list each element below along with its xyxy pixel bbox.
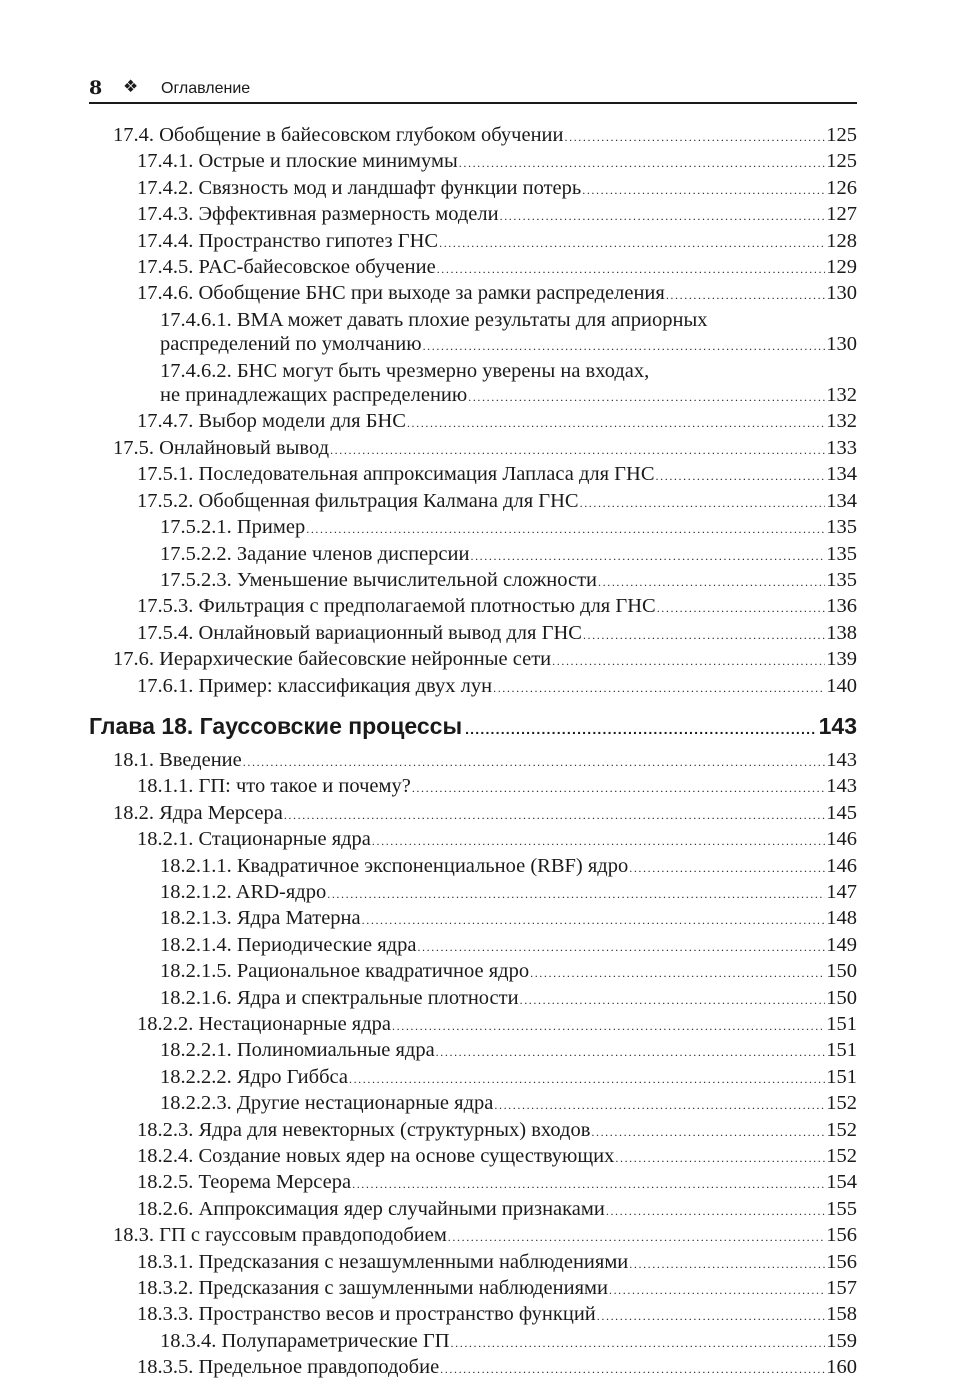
page-ref: 152 xyxy=(826,1145,857,1168)
section-title: Обобщенная фильтрация Калмана для ГНС xyxy=(198,489,579,512)
section-number: 18.2.2.3. xyxy=(160,1092,232,1115)
toc-entry-wrapped-line1[interactable] xyxy=(89,359,857,383)
section-number: 18.3.4. xyxy=(160,1329,217,1352)
dot-leader xyxy=(439,231,825,255)
toc-entry[interactable] xyxy=(89,594,857,620)
page-ref: 139 xyxy=(826,648,857,671)
toc-entry-title xyxy=(160,933,416,957)
dot-leader xyxy=(470,544,825,568)
section-number: 17.4.1. xyxy=(137,150,194,173)
section-number: 17.4.7. xyxy=(137,410,194,433)
dot-leader xyxy=(500,204,826,228)
toc-entry[interactable] xyxy=(89,854,857,880)
page-ref: 152 xyxy=(826,1092,857,1115)
section-title: Обобщение в байесовском глубоком обучении xyxy=(159,124,564,146)
toc-entry[interactable] xyxy=(89,1038,857,1064)
section-title: Эффективная размерность модели xyxy=(198,203,499,226)
page-ref: 159 xyxy=(826,1329,857,1352)
page-ref: 143 xyxy=(826,775,857,798)
section-number: 18.2.6. xyxy=(137,1197,194,1220)
toc-entry[interactable] xyxy=(89,409,857,435)
section-number: 18.2.1.6. xyxy=(160,986,232,1009)
toc-entry[interactable] xyxy=(89,674,857,700)
toc-entry-title xyxy=(160,880,326,904)
section-title: Пространство весов и пространство функций xyxy=(198,1303,596,1326)
dot-leader xyxy=(493,676,825,700)
page-ref: 136 xyxy=(826,595,857,618)
toc-entry[interactable] xyxy=(89,462,857,488)
dot-leader xyxy=(306,517,825,541)
dot-leader xyxy=(582,178,825,202)
dot-leader xyxy=(372,829,825,853)
dot-leader xyxy=(629,1252,825,1276)
dot-leader xyxy=(520,988,826,1012)
toc-entry[interactable] xyxy=(89,202,857,228)
toc-entry-title xyxy=(137,594,656,618)
section-number: 18.1.1. xyxy=(137,775,194,798)
toc-entry[interactable] xyxy=(89,568,857,594)
section-number: 18.2.2.2. xyxy=(160,1065,232,1088)
section-title: Онлайновый вариационный вывод для ГНС xyxy=(198,621,582,644)
toc-entry[interactable] xyxy=(89,933,857,959)
dot-leader xyxy=(657,596,826,620)
toc-entry-title xyxy=(137,255,436,279)
page-ref: 150 xyxy=(826,960,857,983)
section-number: 18.3.2. xyxy=(137,1277,194,1300)
section-title: Ядра Матерна xyxy=(236,907,361,930)
toc-entry-title xyxy=(137,674,492,698)
toc-entry-title xyxy=(137,1012,391,1036)
page-ref: 129 xyxy=(826,256,857,279)
page-ref: 155 xyxy=(826,1197,857,1220)
toc-entry[interactable] xyxy=(89,774,857,800)
chapter-heading[interactable] xyxy=(89,711,857,744)
page-ref: 146 xyxy=(826,828,857,851)
section-title: Задание членов дисперсии xyxy=(236,542,470,565)
section-title: Выбор модели для БНС xyxy=(198,410,406,433)
section-number: 18.2.1.5. xyxy=(160,960,232,983)
toc-entry[interactable] xyxy=(89,255,857,281)
section-number: 18.3. xyxy=(113,1224,154,1247)
section-number: 18.2.1.3. xyxy=(160,907,232,930)
section-title: Теорема Мерсера xyxy=(198,1171,352,1194)
toc-entry-title xyxy=(137,462,655,486)
toc-entry-title xyxy=(160,906,361,930)
dot-leader xyxy=(352,1172,825,1196)
section-number: 18.2.5. xyxy=(137,1171,194,1194)
section-number: 18.2.1.4. xyxy=(160,933,232,956)
table-of-contents xyxy=(89,123,857,1382)
section-title: Пространство гипотез ГНС xyxy=(198,229,439,252)
dot-leader xyxy=(591,1120,825,1144)
dot-leader xyxy=(465,714,816,744)
section-title: Полупараметрические ГП xyxy=(221,1329,450,1352)
toc-entry[interactable] xyxy=(89,1091,857,1117)
toc-entry-title xyxy=(137,489,579,513)
dot-leader xyxy=(327,882,825,906)
section-title: Связность мод и ландшафт функции потерь xyxy=(198,176,582,199)
section-title: Предсказания с зашумленными наблюдениями xyxy=(198,1277,608,1300)
page-ref: 127 xyxy=(826,203,857,226)
dot-leader xyxy=(412,776,825,800)
toc-entry[interactable] xyxy=(89,748,857,774)
toc-entry-title xyxy=(137,774,411,798)
toc-entry-title xyxy=(113,801,283,825)
section-title: ГП с гауссовым правдоподобием xyxy=(159,1224,447,1247)
toc-entry-title xyxy=(137,202,499,226)
toc-entry[interactable] xyxy=(89,281,857,307)
page-ref: 133 xyxy=(826,436,857,459)
page-ref: 156 xyxy=(826,1224,857,1247)
section-number: 17.6. xyxy=(113,648,154,671)
section-number: 17.4.6.2. xyxy=(160,359,232,382)
toc-entry[interactable] xyxy=(89,1355,857,1381)
toc-entry-wrapped-line2[interactable] xyxy=(89,332,857,358)
toc-entry-title xyxy=(137,1302,596,1326)
section-title: Аппроксимация ядер случайными признаками xyxy=(198,1197,605,1220)
section-title: Периодические ядра xyxy=(236,933,417,956)
section-number: 17.6.1. xyxy=(137,674,194,697)
section-title: PAC-байесовское обучение xyxy=(198,256,436,279)
page-ref: 135 xyxy=(826,516,857,539)
section-number: 18.1. xyxy=(113,748,154,771)
section-title: Онлайновый вывод xyxy=(159,436,330,459)
section-title: Пример xyxy=(236,516,306,539)
section-title: Рациональное квадратичное ядро xyxy=(236,960,530,983)
toc-entry[interactable] xyxy=(89,1329,857,1355)
dot-leader xyxy=(284,803,825,827)
section-title: ГП: что такое и почему? xyxy=(198,775,411,798)
section-number: 17.5.2.3. xyxy=(160,568,232,591)
page-ref: 151 xyxy=(826,1013,857,1035)
toc-entry[interactable] xyxy=(89,647,857,673)
section-title: Квадратичное экспоненциальное (RBF) ядро xyxy=(236,854,629,877)
section-number: 17.5.2.1. xyxy=(160,516,232,539)
page-ref: 151 xyxy=(826,1039,857,1062)
page-ref: 130 xyxy=(826,333,857,356)
section-number: 17.5.2. xyxy=(137,489,194,512)
page-ref: 125 xyxy=(826,124,857,146)
section-number: 17.4.4. xyxy=(137,229,194,252)
toc-entry[interactable] xyxy=(89,176,857,202)
toc-entry-title xyxy=(137,1144,614,1168)
toc-entry[interactable] xyxy=(89,436,857,462)
page-ref: 157 xyxy=(826,1277,857,1300)
page-ref: 150 xyxy=(826,986,857,1009)
page-ref: 135 xyxy=(826,542,857,565)
section-title: Иерархические байесовские нейронные сети xyxy=(159,648,552,671)
dot-leader xyxy=(330,438,825,462)
section-number: 18.3.5. xyxy=(137,1356,194,1379)
section-number: 18.2.2. xyxy=(137,1013,194,1035)
page-ref: 146 xyxy=(826,854,857,877)
page-number: 8 xyxy=(89,77,103,99)
section-title-continued: распределений по умолчанию xyxy=(160,333,422,356)
dot-leader xyxy=(459,151,825,175)
toc-entry-title xyxy=(113,748,242,772)
toc-entry-title xyxy=(160,1038,435,1062)
section-number: 17.5. xyxy=(113,436,154,459)
toc-entry[interactable] xyxy=(89,515,857,541)
toc-entry[interactable] xyxy=(89,489,857,515)
toc-entry[interactable] xyxy=(89,1012,857,1038)
page-ref: 134 xyxy=(826,463,857,486)
toc-entry[interactable] xyxy=(89,986,857,1012)
page-ref: 158 xyxy=(826,1303,857,1326)
dot-leader xyxy=(437,257,826,281)
toc-entry[interactable] xyxy=(89,1144,857,1170)
section-title: Последовательная аппроксимация Лапласа для ГНС xyxy=(198,463,655,486)
page-ref: 132 xyxy=(826,384,857,407)
page-ref: 154 xyxy=(826,1171,857,1194)
section-title: Ядра для невекторных (структурных) входов xyxy=(198,1118,591,1141)
toc-entry-title xyxy=(160,986,519,1010)
toc-entry[interactable] xyxy=(89,1302,857,1328)
section-title: Предсказания с незашумленными наблюдениями xyxy=(198,1250,629,1273)
toc-entry-title xyxy=(137,1118,590,1142)
running-title: Оглавление xyxy=(161,80,251,97)
dot-leader xyxy=(598,570,825,594)
dot-leader xyxy=(583,623,825,647)
section-title: Обобщение БНС при выходе за рамки распределения xyxy=(198,282,665,305)
section-title: Введение xyxy=(159,748,242,771)
page-ref: 138 xyxy=(826,621,857,644)
toc-entry-title xyxy=(113,647,551,671)
section-number: 18.2. xyxy=(113,801,154,824)
section-number: 18.2.3. xyxy=(137,1118,194,1141)
toc-entry-title xyxy=(160,959,529,983)
toc-entry[interactable] xyxy=(89,1223,857,1249)
toc-entry-wrapped-line2[interactable] xyxy=(89,383,857,409)
toc-entry[interactable] xyxy=(89,1250,857,1276)
ornament-icon: ❖ xyxy=(123,77,139,96)
section-number: 17.4.6. xyxy=(137,282,194,305)
dot-leader xyxy=(656,464,826,488)
toc-entry-title xyxy=(113,123,564,147)
section-title-continued: не принадлежащих распределению xyxy=(160,384,468,407)
toc-entry[interactable] xyxy=(89,1118,857,1144)
section-number: 17.4.2. xyxy=(137,176,194,199)
page-ref: 152 xyxy=(826,1118,857,1141)
toc-entry-title xyxy=(137,1355,439,1379)
chapter-title: Глава 18. Гауссовские процессы xyxy=(89,712,463,739)
toc-entry-title xyxy=(137,176,581,200)
toc-entry-title xyxy=(113,436,329,460)
toc-entry-title xyxy=(160,568,597,592)
dot-leader xyxy=(494,1093,825,1117)
section-number: 18.2.1.1. xyxy=(160,854,232,877)
toc-entry[interactable] xyxy=(89,123,857,149)
toc-entry[interactable] xyxy=(89,880,857,906)
toc-entry-title xyxy=(137,1276,608,1300)
page-ref: 148 xyxy=(826,907,857,930)
toc-entry[interactable] xyxy=(89,542,857,568)
section-number: 18.3.1. xyxy=(137,1250,194,1273)
section-number: 18.2.2.1. xyxy=(160,1039,232,1062)
page-ref: 126 xyxy=(826,176,857,199)
page-ref: 143 xyxy=(818,712,857,739)
dot-leader xyxy=(565,125,826,149)
page-ref: 151 xyxy=(826,1065,857,1088)
toc-entry-title xyxy=(160,515,305,539)
dot-leader xyxy=(440,1357,825,1381)
section-title: Стационарные ядра xyxy=(198,828,371,851)
toc-entry-title xyxy=(137,1170,351,1194)
dot-leader xyxy=(417,935,825,959)
page-ref: 132 xyxy=(826,410,857,433)
dot-leader xyxy=(436,1040,826,1064)
dot-leader xyxy=(666,283,825,307)
section-number: 17.4. xyxy=(113,124,154,146)
section-title: Другие нестационарные ядра xyxy=(236,1092,494,1115)
dot-leader xyxy=(629,856,825,880)
toc-entry[interactable] xyxy=(89,959,857,985)
toc-entry-title xyxy=(137,827,371,851)
section-number: 17.5.3. xyxy=(137,595,194,618)
section-title: Нестационарные ядра xyxy=(198,1013,392,1035)
section-title: Создание новых ядер на основе существующих xyxy=(198,1145,615,1168)
toc-entry-title xyxy=(137,1197,605,1221)
dot-leader xyxy=(423,334,826,358)
section-title: Фильтрация с предполагаемой плотностью для ГНС xyxy=(198,595,656,618)
dot-leader xyxy=(392,1014,825,1038)
toc-entry[interactable] xyxy=(89,906,857,932)
toc-entry-title xyxy=(137,1250,628,1274)
section-title: Пример: классификация двух лун xyxy=(198,674,493,697)
page-ref: 145 xyxy=(826,801,857,824)
section-number: 17.5.2.2. xyxy=(160,542,232,565)
toc-entry[interactable] xyxy=(89,621,857,647)
toc-entry[interactable] xyxy=(89,827,857,853)
toc-entry[interactable] xyxy=(89,801,857,827)
dot-leader xyxy=(552,649,825,673)
dot-leader xyxy=(448,1225,825,1249)
dot-leader xyxy=(609,1278,825,1302)
section-title: БНС могут быть чрезмерно уверены на входах, xyxy=(236,359,650,382)
toc-entry-title xyxy=(137,409,406,433)
toc-entry[interactable] xyxy=(89,1276,857,1302)
dot-leader xyxy=(580,491,826,515)
page-ref: 135 xyxy=(826,568,857,591)
dot-leader xyxy=(407,411,825,435)
toc-entry-wrapped-line1[interactable] xyxy=(89,308,857,332)
dot-leader xyxy=(243,750,825,774)
toc-entry-title xyxy=(160,542,469,566)
section-number: 17.4.6.1. xyxy=(160,308,232,331)
section-number: 17.5.1. xyxy=(137,463,194,486)
dot-leader xyxy=(615,1146,825,1170)
section-title: Ядро Гиббса xyxy=(236,1065,348,1088)
section-title: Ядра и спектральные плотности xyxy=(236,986,519,1009)
running-header xyxy=(89,76,857,104)
toc-entry-title xyxy=(160,854,628,878)
section-number: 17.4.5. xyxy=(137,256,194,279)
page-ref: 147 xyxy=(826,880,857,903)
page-ref: 149 xyxy=(826,933,857,956)
dot-leader xyxy=(468,385,825,409)
section-number: 17.5.4. xyxy=(137,621,194,644)
toc-entry-title xyxy=(160,1091,493,1115)
toc-entry[interactable] xyxy=(89,229,857,255)
section-title: ARD-ядро xyxy=(235,880,327,903)
section-number: 18.2.1. xyxy=(137,828,194,851)
dot-leader xyxy=(349,1067,825,1091)
toc-entry[interactable] xyxy=(89,149,857,175)
toc-entry-title xyxy=(160,1065,348,1089)
section-title: Ядра Мерсера xyxy=(159,801,283,824)
page-ref: 130 xyxy=(826,282,857,305)
toc-entry-title xyxy=(137,621,582,645)
toc-entry[interactable] xyxy=(89,1197,857,1223)
section-number: 18.3.3. xyxy=(137,1303,194,1326)
dot-leader xyxy=(530,961,825,985)
toc-entry-title xyxy=(113,1223,447,1247)
page-ref: 143 xyxy=(826,748,857,771)
toc-entry[interactable] xyxy=(89,1065,857,1091)
dot-leader xyxy=(362,908,826,932)
toc-entry-title xyxy=(137,149,458,173)
page-ref: 160 xyxy=(826,1356,857,1379)
section-number: 18.2.4. xyxy=(137,1145,194,1168)
page-ref: 125 xyxy=(826,150,857,173)
dot-leader xyxy=(597,1304,825,1328)
toc-entry-title xyxy=(160,1329,450,1353)
page-ref: 156 xyxy=(826,1250,857,1273)
toc-entry-title xyxy=(137,281,665,305)
page-ref: 134 xyxy=(826,489,857,512)
page-ref: 140 xyxy=(826,674,857,697)
section-title: Предельное правдоподобие xyxy=(198,1356,440,1379)
page-ref: 128 xyxy=(826,229,857,252)
section-title: Острые и плоские минимумы xyxy=(198,150,458,173)
section-title: BMA может давать плохие результаты для априорных xyxy=(236,308,708,331)
toc-entry[interactable] xyxy=(89,1170,857,1196)
dot-leader xyxy=(451,1331,826,1355)
section-title: Уменьшение вычислительной сложности xyxy=(236,568,598,591)
section-number: 17.4.3. xyxy=(137,203,194,226)
dot-leader xyxy=(606,1199,825,1223)
section-number: 18.2.1.2. xyxy=(160,880,232,903)
section-title: Полиномиальные ядра xyxy=(236,1039,435,1062)
toc-entry-title xyxy=(137,229,438,253)
